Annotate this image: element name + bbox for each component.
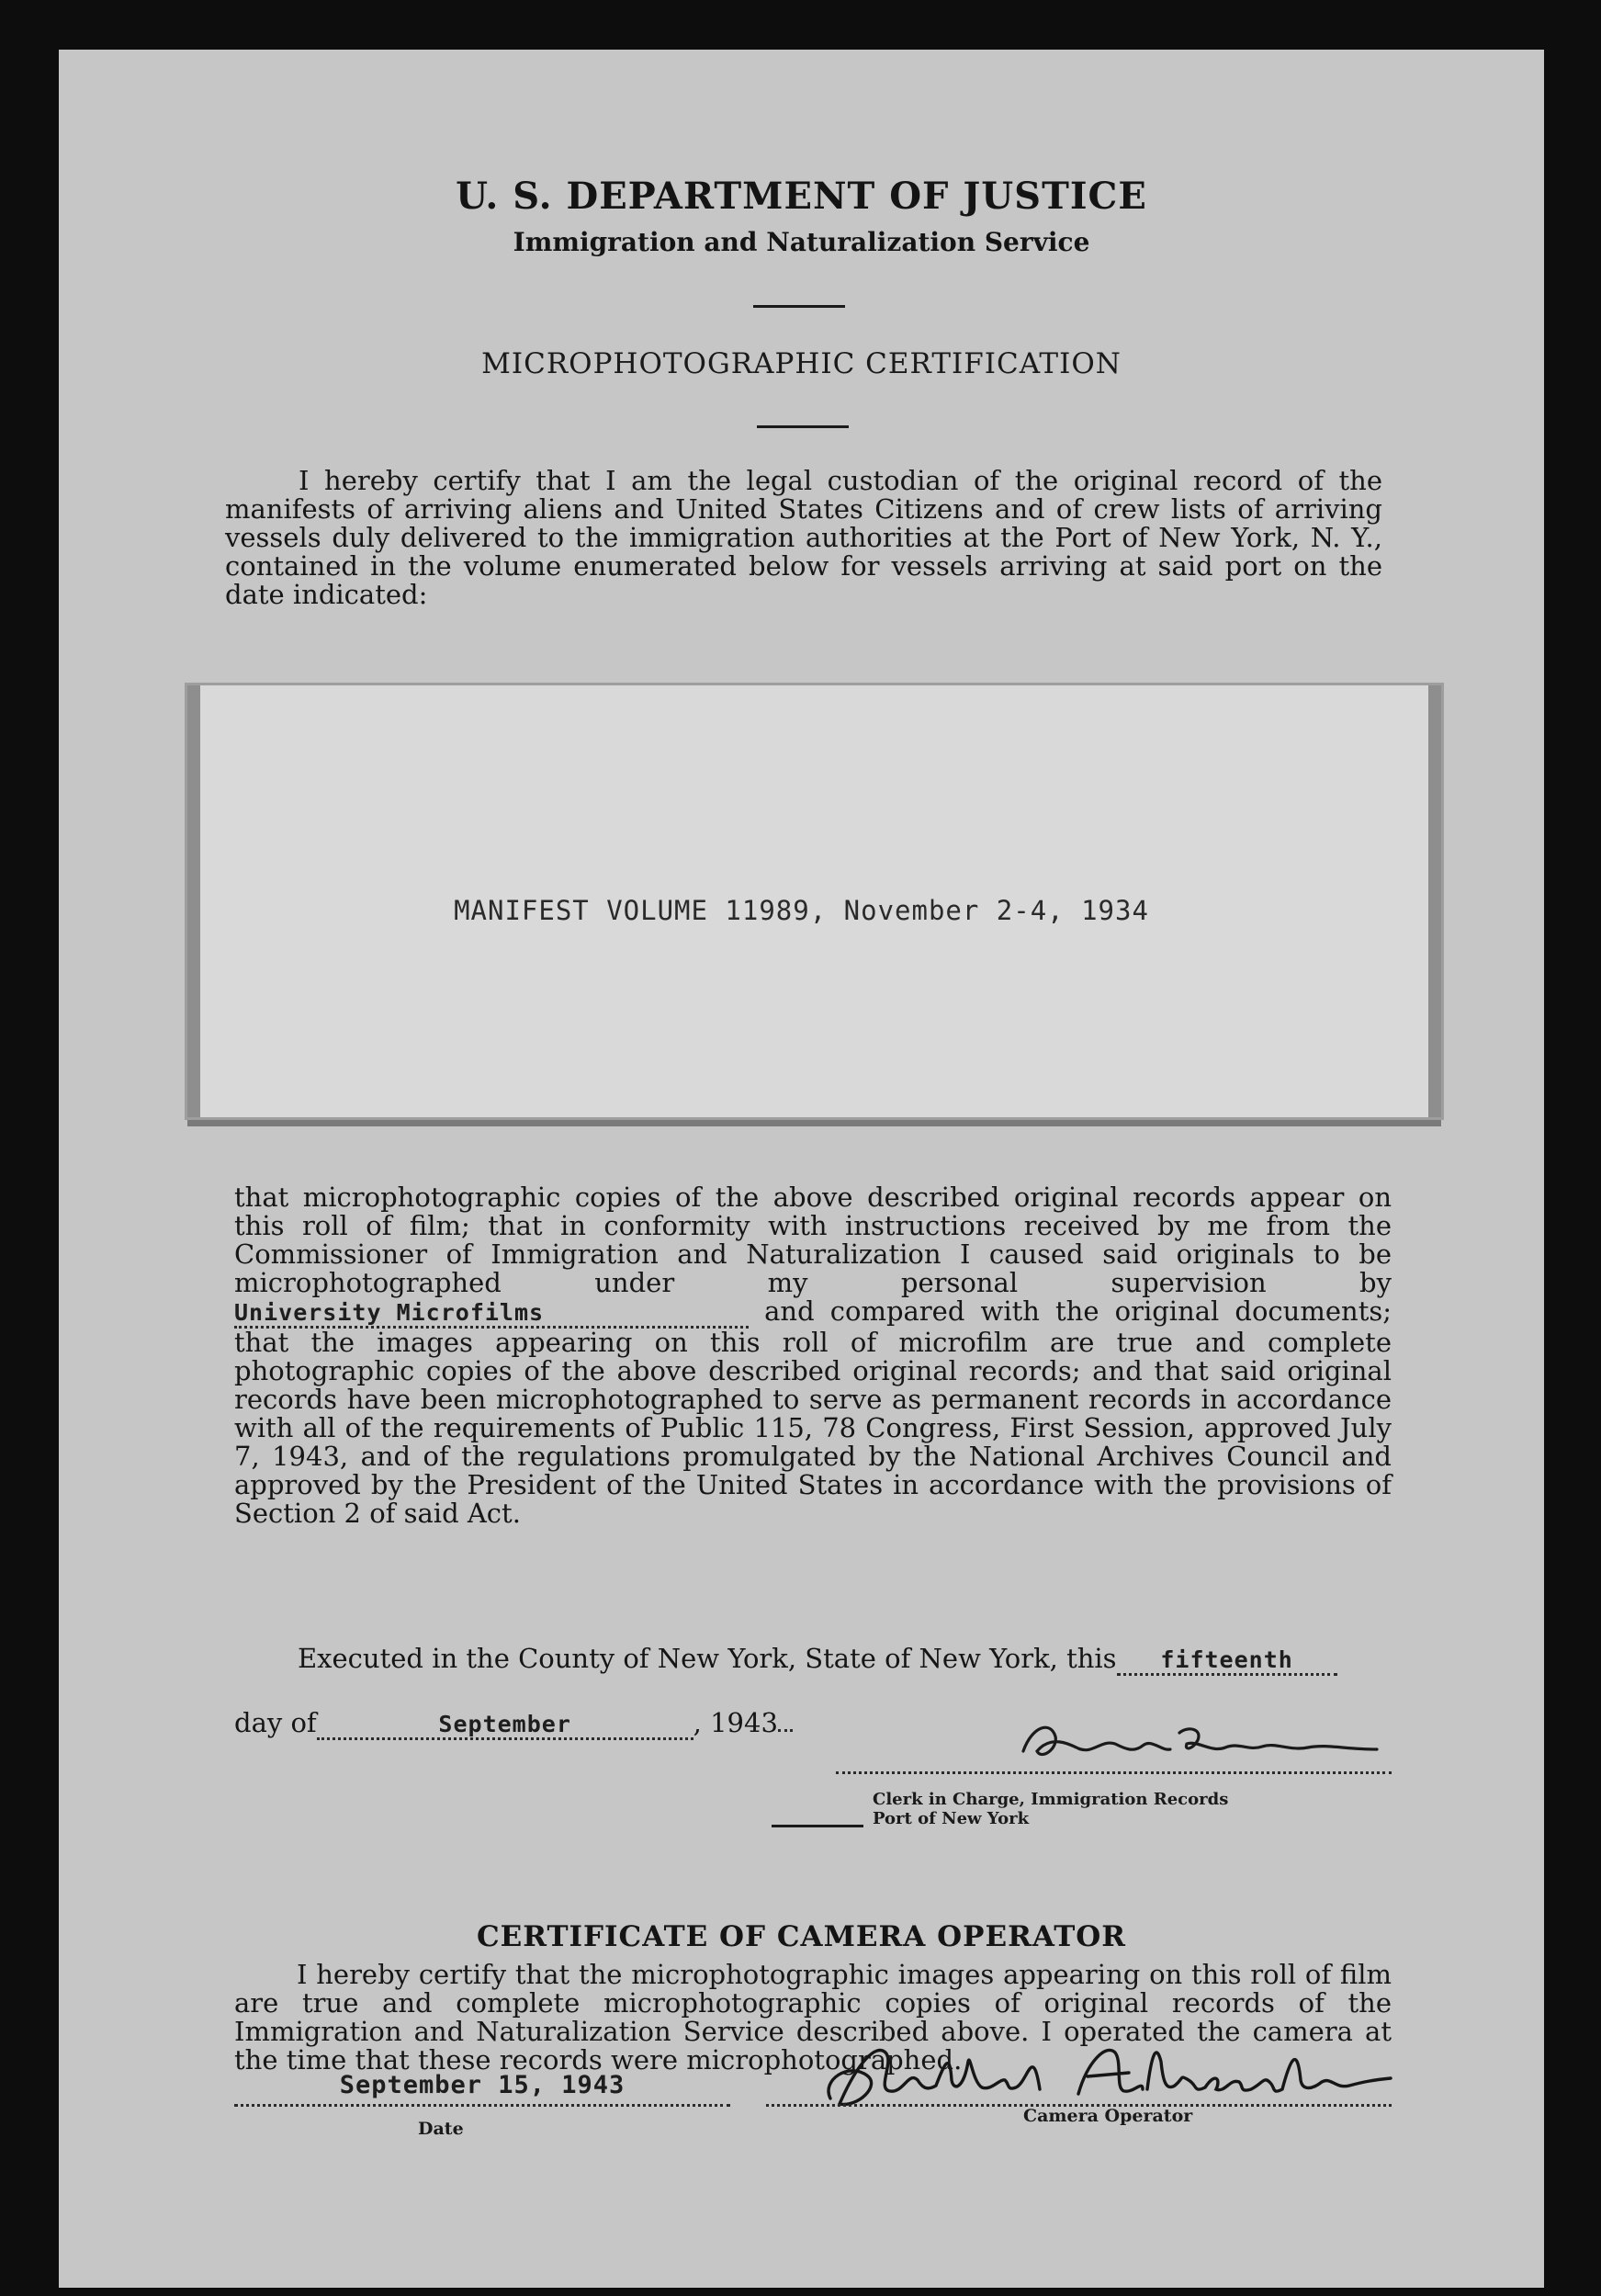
clerk-signature — [1014, 1716, 1400, 1771]
certificate-page — [59, 50, 1544, 2288]
custodian-statement: I hereby certify that I am the legal custodian of the original record of the manifests of arriving aliens and United States Citizens and of crew lists of arriving vessels duly delivered to the immigration authorities at the Port of New York, N. Y., contained in the volume enumerated below for vessels arriving at said port on the date indicated: — [225, 465, 1382, 610]
camera-operator-title: CERTIFICATE OF CAMERA OPERATOR — [476, 1920, 1127, 1953]
photographer-name: University Microfilms — [234, 1299, 545, 1326]
executed-prefix: Executed in the County of New York, State of New York, this — [298, 1643, 1117, 1674]
executed-month: September — [438, 1711, 571, 1737]
manifest-volume-label: MANIFEST VOLUME 11989, November 2-4, 1934 — [454, 895, 1149, 926]
executed-month-field — [317, 1710, 693, 1740]
executed-line — [298, 1643, 1337, 1676]
clerk-title: Clerk in Charge, Immigration Records — [873, 1790, 1229, 1809]
photographer-field — [234, 1298, 749, 1329]
date-line — [234, 2104, 730, 2107]
clerk-caption — [873, 1790, 1228, 1828]
certification-body — [234, 1183, 1392, 1528]
clerk-location: Port of New York — [873, 1809, 1030, 1828]
department-heading: U. S. DEPARTMENT OF JUSTICE — [456, 175, 1147, 218]
clerk-signature-line — [836, 1771, 1392, 1774]
service-subheading: Immigration and Naturalization Service — [513, 227, 1090, 257]
divider — [772, 1825, 863, 1827]
divider — [753, 305, 845, 308]
executed-day-field — [1117, 1646, 1337, 1676]
executed-day: fifteenth — [1160, 1646, 1293, 1673]
year-dots — [778, 1729, 793, 1732]
operator-date: September 15, 1943 — [339, 2071, 626, 2099]
divider — [757, 425, 849, 428]
operator-date-field — [234, 2071, 730, 2099]
executed-year: , 1943 — [693, 1707, 778, 1738]
body-text-after: and compared with the original documents; that the images appearing on this roll of microfilm are true and complete photographic copies of the above described original records; and that said original records have been microphotographed to serve as permanent records in accordance with all of the requirements of Public 115, 78 Congress, First Session, approved July 7, 1943, and of the regulations promulgated by the National Archives Council and approved by the President of the United States in accordance with the provisions of Section 2 of said Act. — [234, 1295, 1392, 1529]
camera-operator-statement: I hereby certify that the microphotographic images appearing on this roll of film are true and complete microphotographic copies of original records of the Immigration and Naturalization Service described above. I operated the camera at the time that these records were microphotographed. — [234, 1959, 1392, 2075]
camera-operator-label: Camera Operator — [1023, 2106, 1193, 2126]
day-of-prefix: day of — [234, 1707, 317, 1738]
date-label: Date — [418, 2119, 464, 2139]
day-of-line — [234, 1707, 793, 1740]
body-text-before: that microphotographic copies of the above described original records appear on this roll of film; that in conformity with instructions received by me from the Commissioner of Immigration and Naturalization I caused said originals to be microphotographed under my personal supervision by — [234, 1182, 1392, 1298]
certification-title: MICROPHOTOGRAPHIC CERTIFICATION — [481, 347, 1122, 380]
